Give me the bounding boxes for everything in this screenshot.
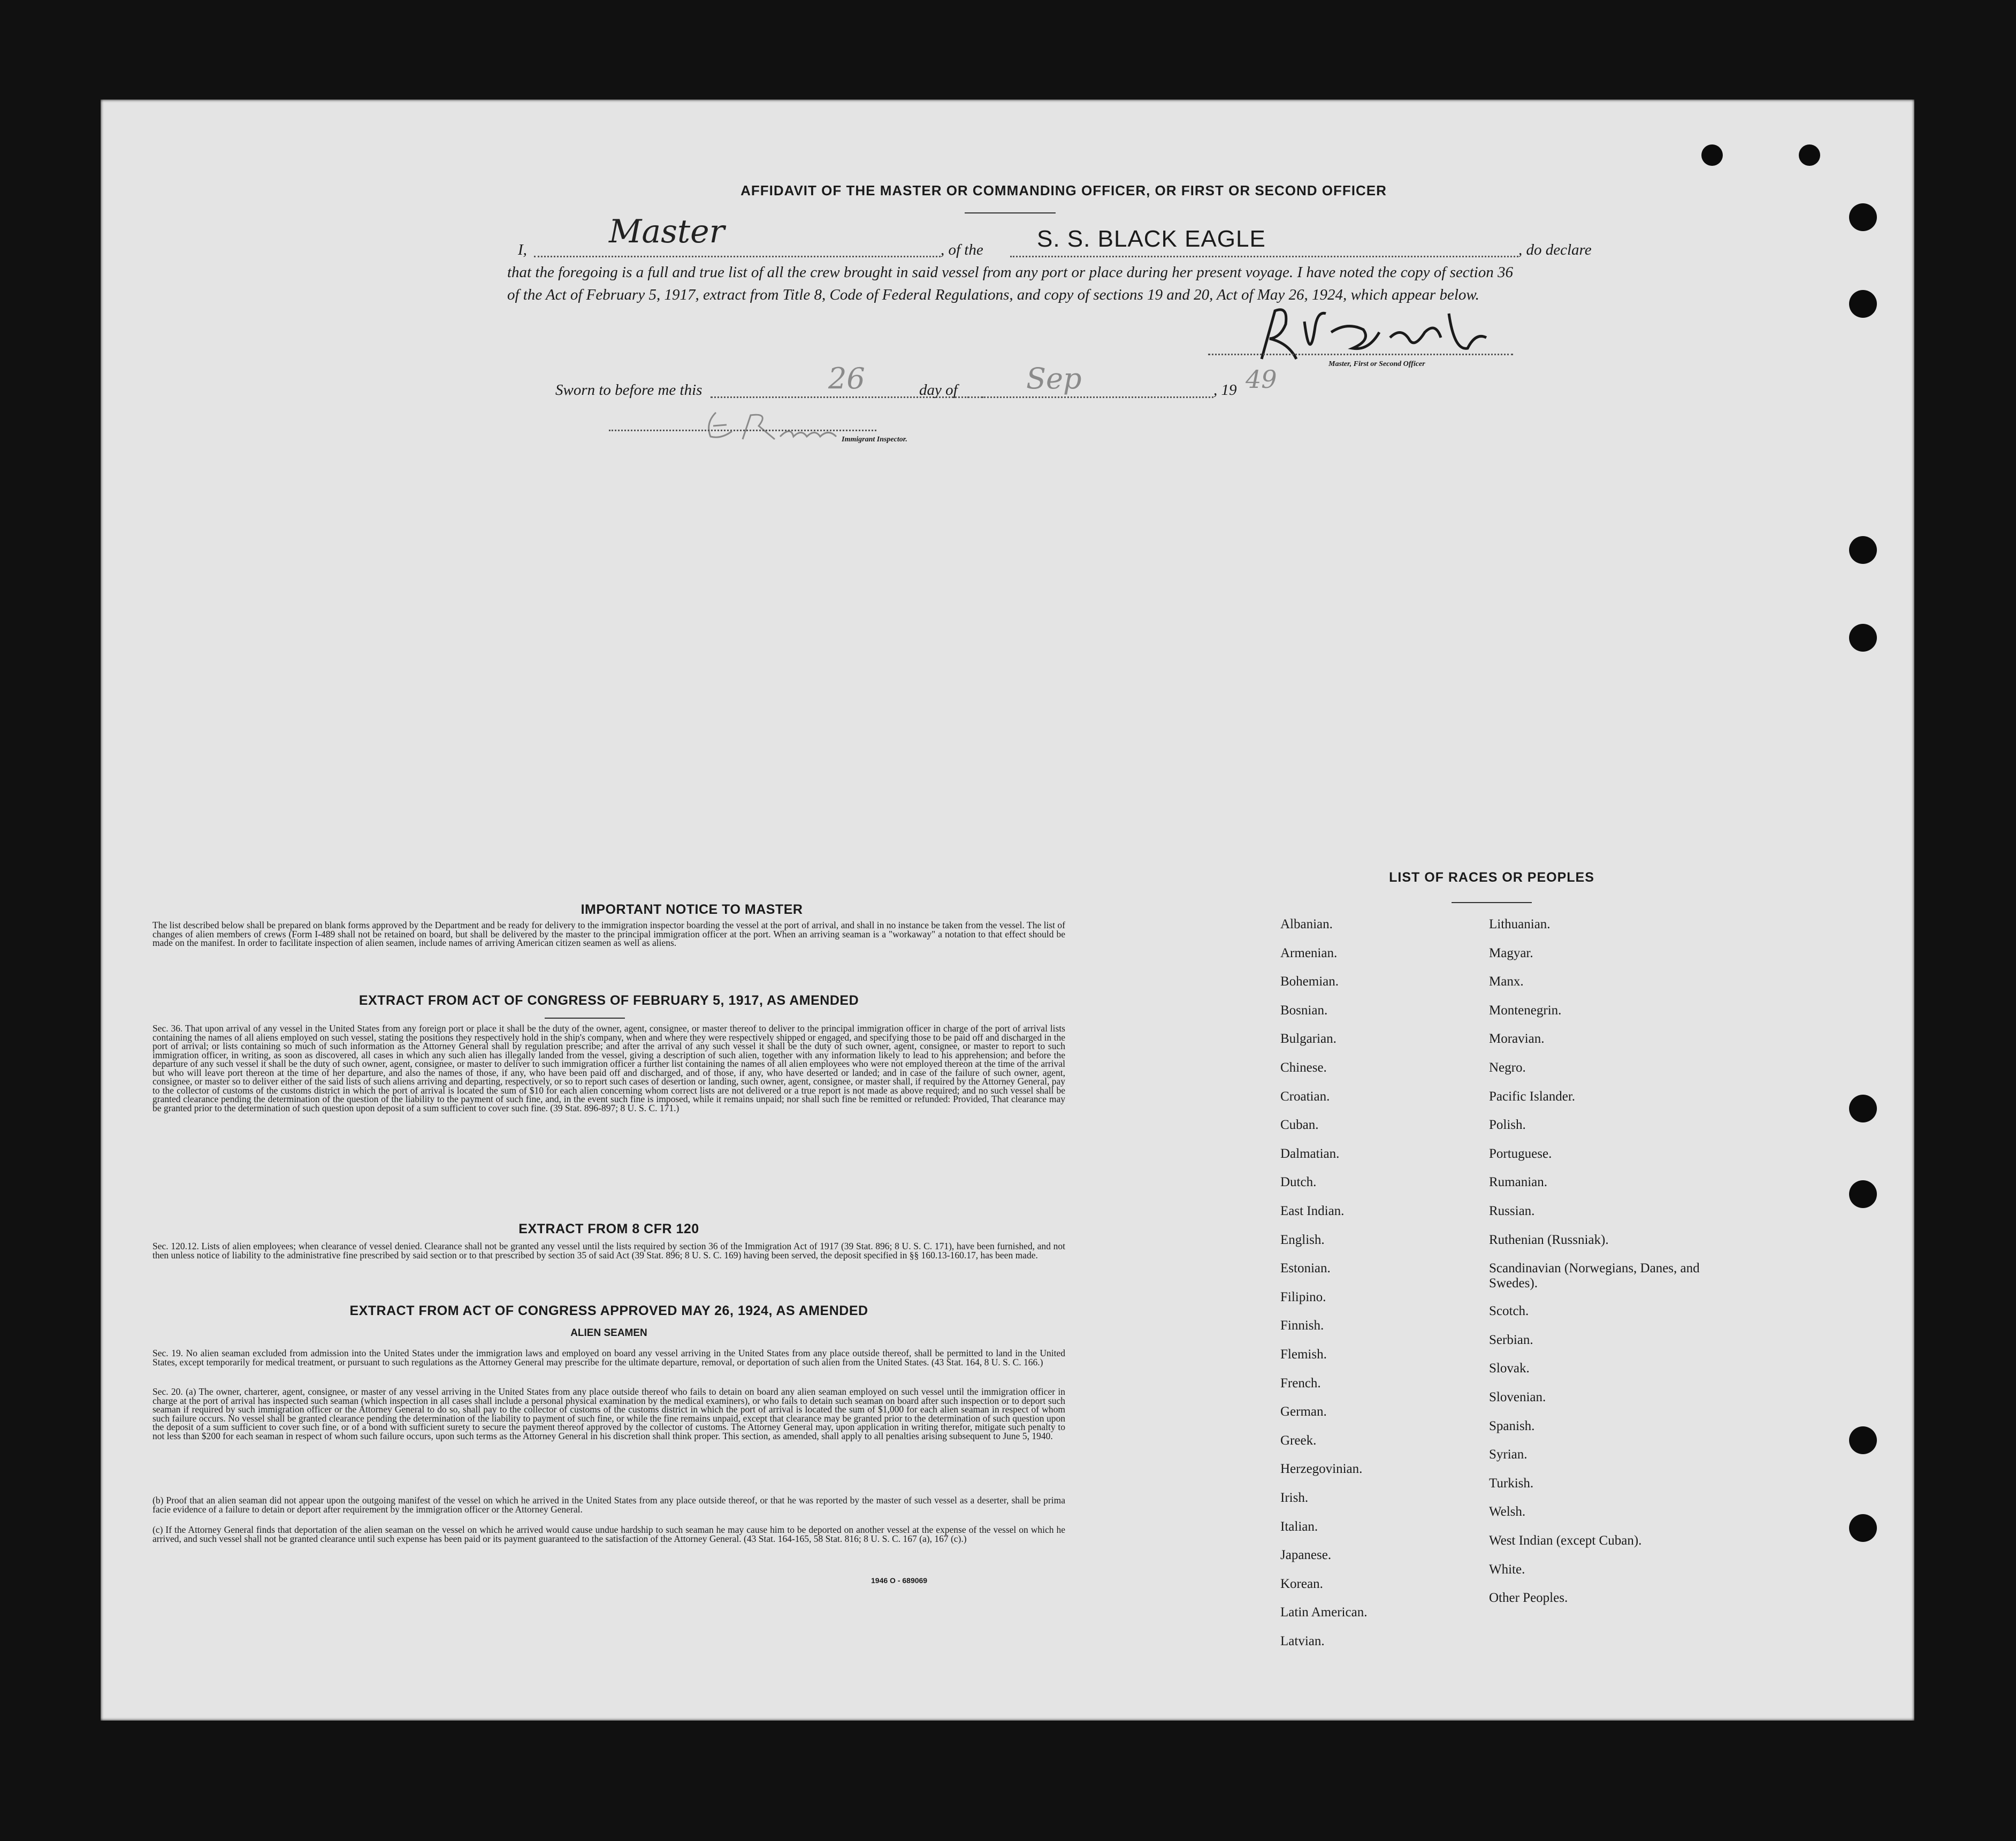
- extract-1924-title: EXTRACT FROM ACT OF CONGRESS APPROVED MAY 26, 1924, AS AMENDED: [349, 1303, 868, 1318]
- of-the-label: , of the: [941, 241, 983, 258]
- race-item: Moravian.: [1489, 1032, 1545, 1046]
- race-item: Montenegrin.: [1489, 1003, 1562, 1018]
- officer-line: [534, 256, 941, 257]
- binder-hole: [1799, 144, 1820, 166]
- binder-hole: [1849, 624, 1877, 652]
- race-item: Armenian.: [1280, 945, 1338, 960]
- race-item: Portuguese.: [1489, 1146, 1552, 1161]
- sec-19: Sec. 19. No alien seaman excluded from admission into the United States under the immigration laws and employed on board any vessel arriving in the United States from any place outside thereof, shall be permitted to land in the United States, except temporarily for medical treatment, or pursuant to such regulations as the Attorney General may prescribe for the ultimate departure, removal, or deportation of such alien from the United States. (43 Stat. 164, 8 U. S. C. 166.): [152, 1348, 1065, 1368]
- extract-1917-title: EXTRACT FROM ACT OF CONGRESS OF FEBRUARY 5, 1917, AS AMENDED: [358, 993, 859, 1008]
- inspector-signature: [700, 407, 860, 450]
- race-item: Cuban.: [1280, 1118, 1319, 1133]
- document-sheet: [101, 100, 1914, 1721]
- inspector-caption: Immigrant Inspector.: [842, 436, 907, 444]
- extract-1924-subtitle: ALIEN SEAMEN: [570, 1327, 647, 1339]
- race-item: Manx.: [1489, 974, 1524, 989]
- year-suffix: 49: [1246, 365, 1277, 394]
- race-item: Estonian.: [1280, 1261, 1331, 1276]
- race-item: Croatian.: [1280, 1089, 1330, 1104]
- race-item: Ruthenian (Russniak).: [1489, 1232, 1609, 1247]
- sworn-label: Sworn to before me this: [555, 381, 702, 399]
- extract-cfr-title: EXTRACT FROM 8 CFR 120: [518, 1221, 699, 1236]
- race-item: Herzegovinian.: [1280, 1462, 1363, 1477]
- sworn-day: 26: [828, 362, 865, 395]
- race-item: Dutch.: [1280, 1175, 1317, 1190]
- races-title: LIST OF RACES OR PEOPLES: [1389, 870, 1594, 885]
- race-item: Latin American.: [1280, 1605, 1368, 1620]
- master-signature: [1256, 300, 1513, 370]
- binder-hole: [1849, 203, 1877, 231]
- sec-20a: Sec. 20. (a) The owner, charterer, agent, consignee, or master of any vessel arriving in the United States from any place outside thereof who fails to detain on board any alien seaman employed on such vessel until the immigration officer in charge at the port of arrival has inspected such seaman (which inspection in all cases shall include a personal physical examination by the medical examiners), or who fails to detain such seaman on board after such inspection or to deport such seaman if required by such immigration officer or the Attorney General to do so, shall pay to the collector of customs of the customs district in which the port of arrival is located the sum of $1,000 for each alien seaman in respect of whom such failure occurs. No vessel shall be granted clearance pending the determination of the liability to payment of such fine, or while the fine remains unpaid, except that clearance may be granted prior to the determination of such question upon the deposit of a sum sufficient to cover such fine, or of a bond with sufficient surety to secure the payment thereof approved by the collector of customs. The Attorney General may, upon application in writing therefor, mitigate such penalty to not less than $200 for each seaman in respect of whom such failure occurs, upon such terms as the Attorney General in his discretion shall think proper. This section, as amended, shall apply to all penalties arising subsequent to June 5, 1940.: [152, 1386, 1065, 1441]
- race-item: Spanish.: [1489, 1418, 1535, 1433]
- signature-line: [1208, 354, 1513, 355]
- race-item: Dalmatian.: [1280, 1146, 1340, 1161]
- binder-hole: [1849, 290, 1877, 318]
- notice-title: IMPORTANT NOTICE TO MASTER: [581, 902, 803, 917]
- race-item: Japanese.: [1280, 1548, 1332, 1563]
- sworn-month: Sep: [1026, 362, 1082, 395]
- race-item: Flemish.: [1280, 1347, 1327, 1362]
- race-item: Serbian.: [1489, 1332, 1533, 1347]
- binder-hole: [1849, 1514, 1877, 1542]
- binder-hole: [1849, 1426, 1877, 1454]
- race-item: Polish.: [1489, 1118, 1526, 1133]
- race-item: Rumanian.: [1489, 1175, 1548, 1190]
- race-item: Filipino.: [1280, 1289, 1326, 1304]
- race-item: White.: [1489, 1562, 1525, 1577]
- race-item: Other Peoples.: [1489, 1591, 1568, 1606]
- race-item: Syrian.: [1489, 1447, 1528, 1462]
- race-item: Bohemian.: [1280, 974, 1339, 989]
- race-item: Turkish.: [1489, 1476, 1534, 1491]
- inspector-line: [609, 430, 876, 431]
- day-of-label: day of: [919, 381, 958, 399]
- month-line: [967, 396, 1213, 398]
- race-item: Lithuanian.: [1489, 917, 1551, 931]
- i-label: I,: [518, 241, 527, 258]
- race-item: Negro.: [1489, 1060, 1526, 1075]
- signature-caption: Master, First or Second Officer: [1328, 360, 1425, 368]
- race-item: French.: [1280, 1376, 1321, 1391]
- race-item: Greek.: [1280, 1433, 1317, 1448]
- race-item: Pacific Islander.: [1489, 1089, 1576, 1104]
- race-item: Scotch.: [1489, 1304, 1529, 1319]
- race-item: Slovenian.: [1489, 1390, 1546, 1404]
- race-item: Bulgarian.: [1280, 1032, 1337, 1046]
- sec-20c: (c) If the Attorney General finds that deportation of the alien seaman on the vessel on which he arrived would cause undue hardship to such seaman he may cause him to be deported on another vessel at the expense of the vessel on which he arrived, and such vessel shall not be granted clearance until such expense has been paid or its payment guaranteed to the satisfaction of the Attorney General. (43 Stat. 164-165, 58 Stat. 816; 8 U. S. C. 167 (a), 167 (c).): [152, 1524, 1065, 1544]
- race-item: Finnish.: [1280, 1318, 1324, 1333]
- race-item: Albanian.: [1280, 917, 1333, 931]
- affidavit-body: that the foregoing is a full and true list of all the crew brought in said vessel from any port or place during her present voyage. I have noted the copy of section 36 of the Act of February 5, 1917, extract from Title 8, Code of Federal Regulations, and copy of sections 19 and 20, Act of May 26, 1924, which appear below.: [507, 264, 1513, 303]
- race-item: Korean.: [1280, 1576, 1323, 1591]
- race-item: West Indian (except Cuban).: [1489, 1533, 1642, 1548]
- race-item: Chinese.: [1280, 1060, 1327, 1075]
- race-item: Welsh.: [1489, 1504, 1526, 1519]
- title-rule: [965, 212, 1056, 213]
- year-prefix: , 19: [1213, 381, 1237, 399]
- race-item: Russian.: [1489, 1204, 1535, 1218]
- race-item: Slovak.: [1489, 1361, 1530, 1376]
- notice-body: The list described below shall be prepared on blank forms approved by the Department and be ready for delivery to the immigration inspector boarding the vessel at the port of arrival, and shall in no instance be taken from the vessel. The list of changes of alien members of crews (Form I-489 shall not be retained on board, but shall be delivered by the master to the principal immigration officer at the port. When an arriving seaman is a "workaway" a notation to that effect should be made on the manifest. In order to facilitate inspection of alien seamen, include names of arriving American citizen seamen as well as aliens.: [152, 920, 1065, 948]
- race-item: Scandinavian (Norwegians, Danes, and Swedes).: [1489, 1261, 1700, 1291]
- vessel-line: [1010, 256, 1518, 257]
- extract-cfr-body: Sec. 120.12. Lists of alien employees; when clearance of vessel denied. Clearance shall not be granted any vessel until the lists required by section 36 of the Immigration Act of 1917 (39 Stat. 896; 8 U. S. C. 171), have been furnished, and not then unless notice of liability to the administrative fine prescribed by said section or to that prescribed by section 35 of said Act (39 Stat. 896; 8 U. S. C. 169) having been served, the deposit specified in §§ 160.13-160.17, has been made.: [152, 1241, 1065, 1261]
- extract-1917-body: Sec. 36. That upon arrival of any vessel in the United States from any foreign port or place it shall be the duty of the owner, agent, consignee, or master thereof to deliver to the principal immigration officer in charge of the port of arrival lists containing the names of all aliens employed on such vessel, stating the positions they respectively hold in the ship's company, when and where they were respectively shipped or engaged, and specifying those to be paid off and discharged in the port of arrival; or lists containing so much of such information as the Attorney General shall by regulation prescribe; and after the arrival of any such vessel it shall be the duty of such owner, agent, consignee, or master to report to such immigration officer, in writing, as soon as discovered, all cases in which any such alien has illegally landed from the vessel, giving a description of such alien, together with any information likely to lead to his apprehension; and before the departure of any such vessel it shall be the duty of such owner, agent, consignee, or master to deliver to such immigration officer a further list containing the names of all alien employees who were not employed thereon at the time of the arrival but who will leave port thereon at the time of her departure, and also the names of those, if any, who have been paid off and discharged, and of those, if any, who have deserted or landed; and in case of the failure of such owner, agent, consignee, or master so to deliver either of the said lists of such aliens arriving and departing, respectively, or so to report such cases of desertion or landing, such owner, agent, consignee, or master shall, if required by the Attorney General, pay to the collector of customs of the customs district in which the port of arrival is located the sum of $10 for each alien concerning whom correct lists are not delivered or a true report is not made as above required; and no such vessel shall be granted clearance pending the determination of the question of the liability to the payment of such fine, and, in the event such fine is imposed, while it remains unpaid; nor shall such fine be remitted or refunded: Provided, That clearance may be granted prior to the determination of such question upon deposit of a sum sufficient to cover such fine. (39 Stat. 896-897; 8 U. S. C. 171.): [152, 1023, 1065, 1113]
- declare-label: , do declare: [1518, 241, 1592, 258]
- race-item: German.: [1280, 1404, 1327, 1419]
- race-item: Irish.: [1280, 1491, 1309, 1505]
- rule-1917: [545, 1018, 625, 1019]
- binder-hole: [1701, 144, 1723, 166]
- race-item: Italian.: [1280, 1519, 1318, 1534]
- binder-hole: [1849, 1095, 1877, 1122]
- race-item: East Indian.: [1280, 1204, 1345, 1218]
- vessel-name: S. S. BLACK EAGLE: [1037, 226, 1266, 252]
- binder-hole: [1849, 536, 1877, 564]
- binder-hole: [1849, 1180, 1877, 1208]
- race-item: Magyar.: [1489, 945, 1533, 960]
- race-item: Bosnian.: [1280, 1003, 1328, 1018]
- race-item: Latvian.: [1280, 1634, 1325, 1648]
- officer-handwritten: Master: [609, 213, 725, 250]
- sec-20b: (b) Proof that an alien seaman did not appear upon the outgoing manifest of the vessel on which he arrived in the United States from any place outside thereof, or that he was reported by the master of such vessel as a deserter, shall be prima facie evidence of a failure to detain or deport after requirement by the immigration officer or the Attorney General.: [152, 1495, 1065, 1515]
- race-item: English.: [1280, 1232, 1325, 1247]
- affidavit-title: AFFIDAVIT OF THE MASTER OR COMMANDING OFFICER, OR FIRST OR SECOND OFFICER: [740, 182, 1387, 198]
- print-code: 1946 O - 689069: [871, 1576, 928, 1585]
- races-rule: [1452, 902, 1532, 903]
